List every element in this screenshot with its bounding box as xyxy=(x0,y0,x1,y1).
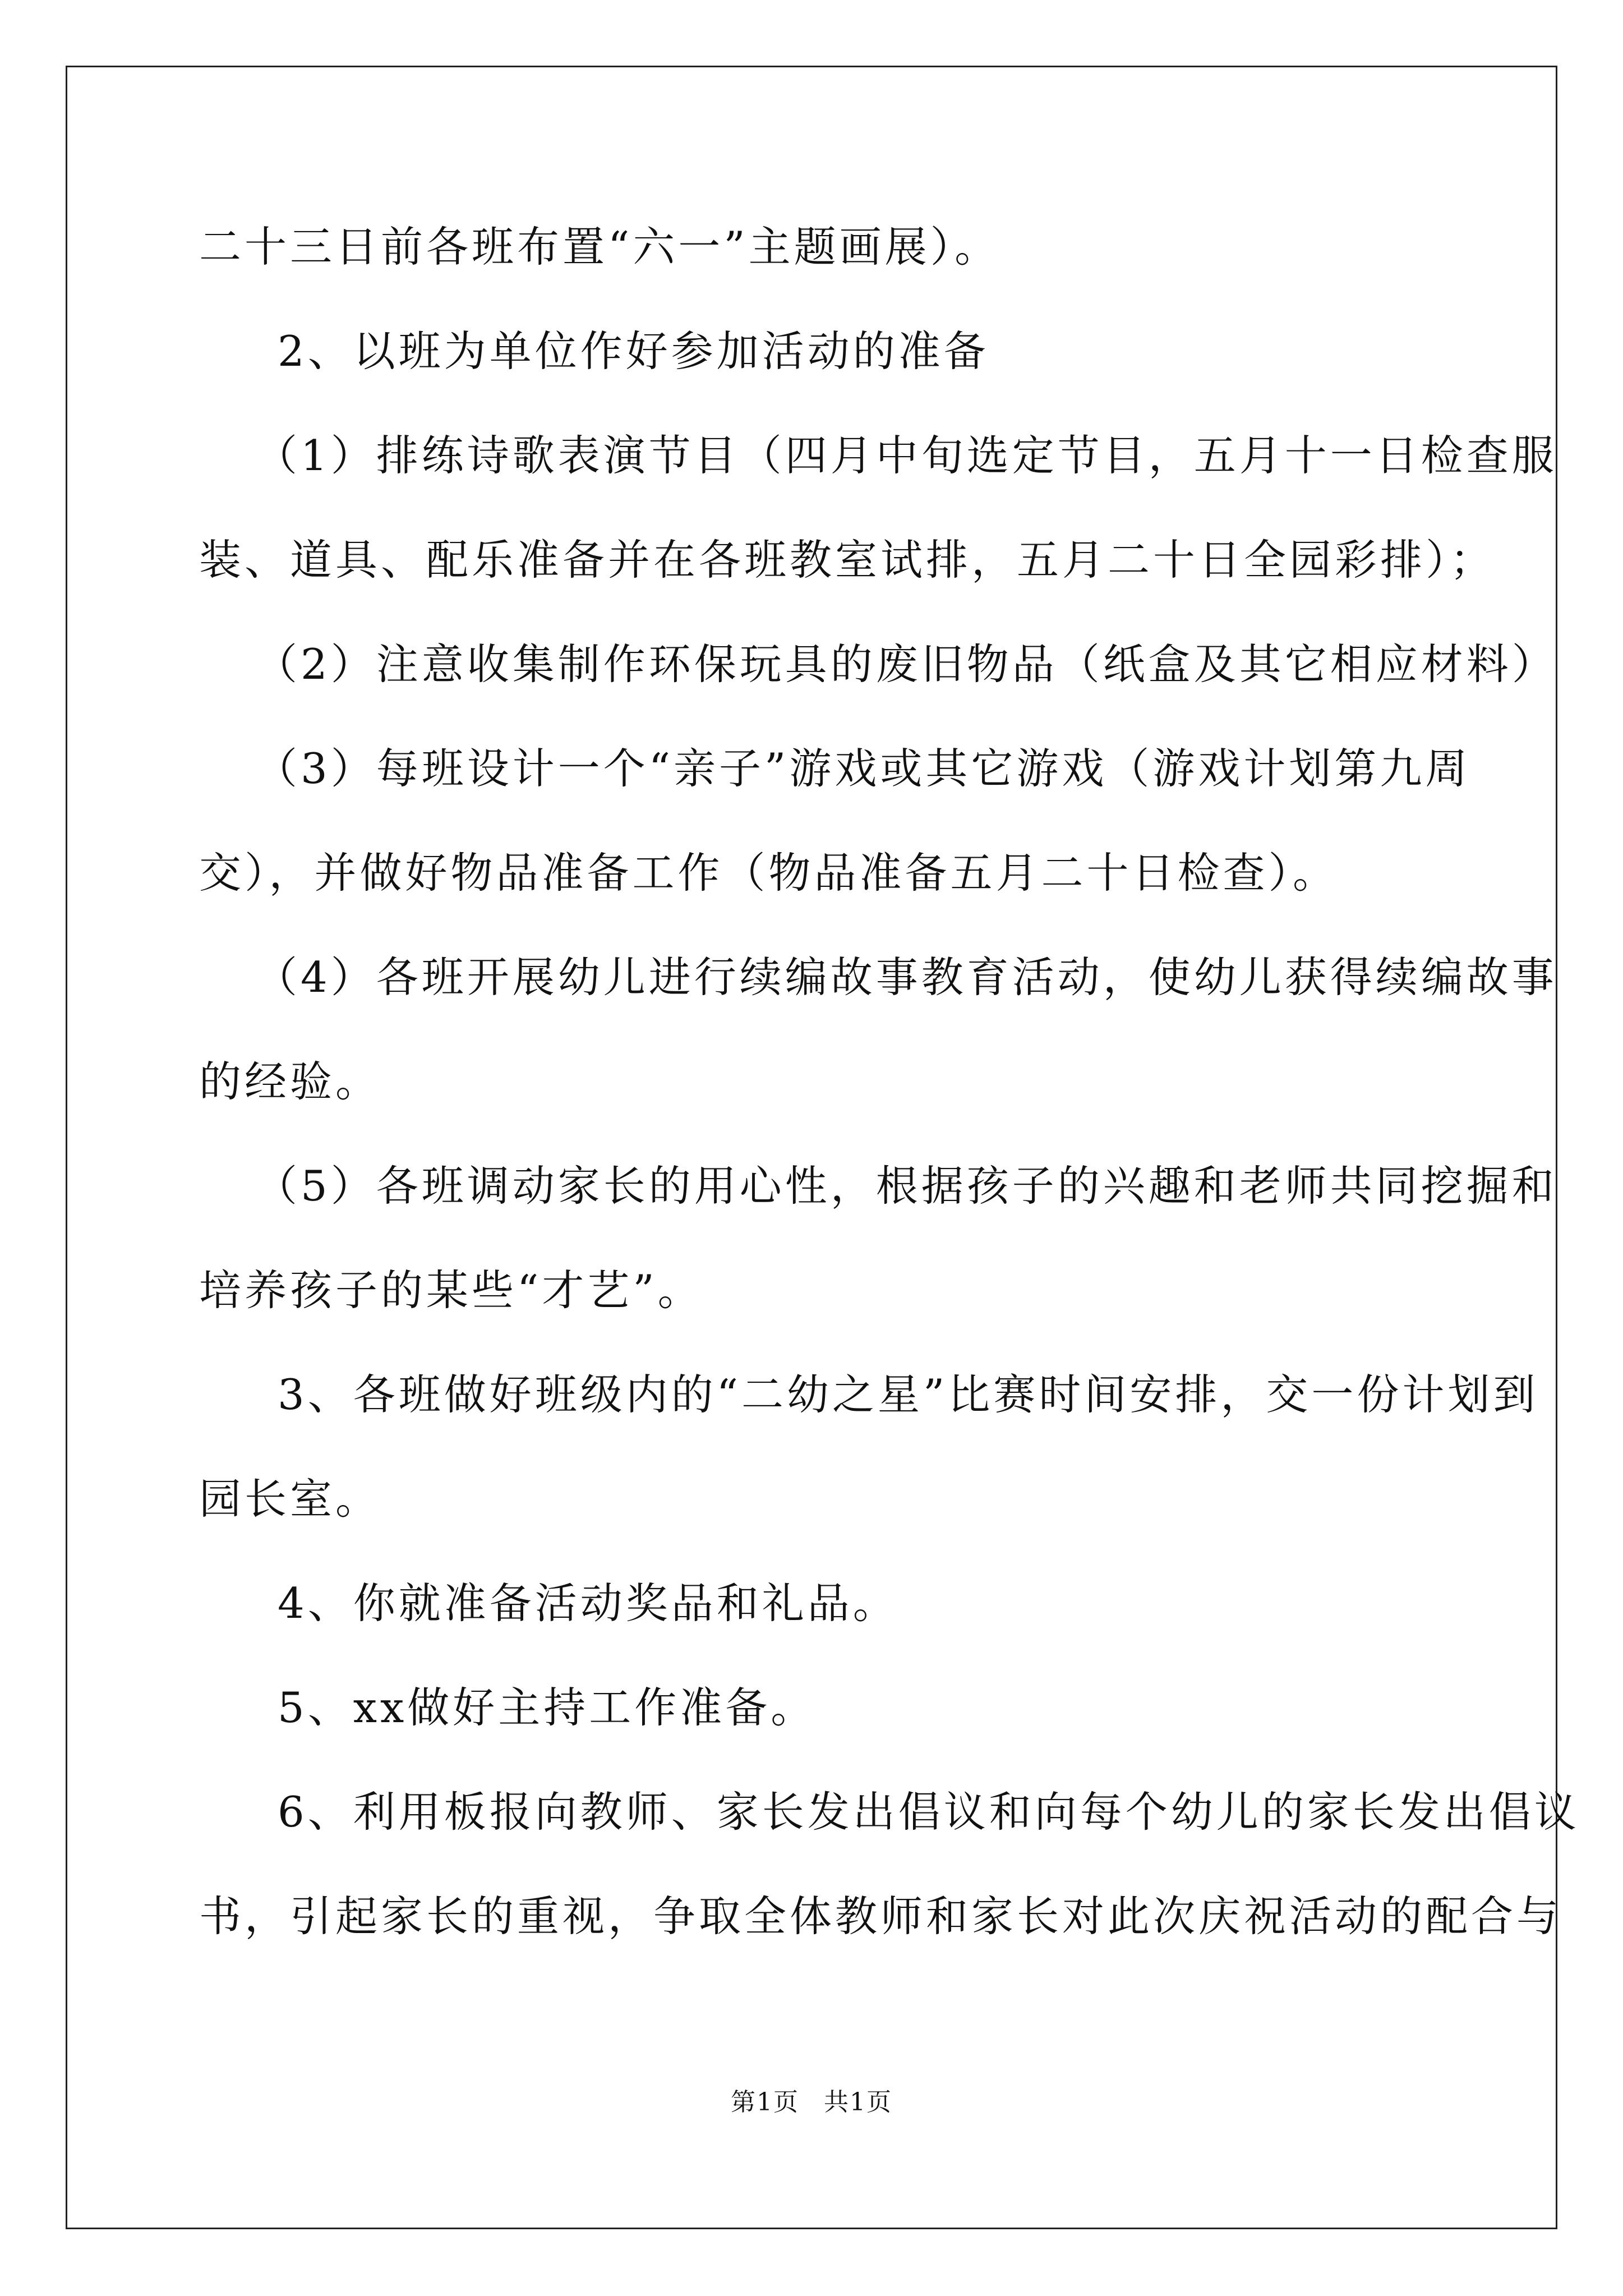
paragraph-line: （4）各班开展幼儿进行续编故事教育活动，使幼儿获得续编故事 xyxy=(255,953,1557,1002)
paragraph-line: 装、道具、配乐准备并在各班教室试排，五月二十日全园彩排）； xyxy=(199,535,1496,585)
paragraph-line: 6、利用板报向教师、家长发出倡议和向每个幼儿的家长发出倡议 xyxy=(278,1787,1580,1837)
page-number: 第1页 xyxy=(731,2088,799,2116)
paragraph-line: （2）注意收集制作环保玩具的废旧物品（纸盒及其它相应材料） xyxy=(255,639,1557,689)
paragraph-line: 园长室。 xyxy=(199,1474,381,1524)
paragraph-line: 交），并做好物品准备工作（物品准备五月二十日检查）。 xyxy=(199,848,1339,898)
page-footer xyxy=(0,2086,1623,2119)
paragraph-line: 二十三日前各班布置“六一”主题画展）。 xyxy=(199,222,1000,272)
paragraph-line: 2、以班为单位作好参加活动的准备 xyxy=(278,326,989,376)
paragraph-line: 3、各班做好班级内的“二幼之星”比赛时间安排，交一份计划到 xyxy=(278,1370,1539,1419)
paragraph-line: 培养孩子的某些“才艺”。 xyxy=(199,1266,703,1315)
paragraph-line: 4、你就准备活动奖品和礼品。 xyxy=(278,1579,898,1628)
paragraph-line: （5）各班调动家长的用心性，根据孩子的兴趣和老师共同挖掘和 xyxy=(255,1161,1557,1211)
paragraph-line: 的经验。 xyxy=(199,1057,381,1106)
paragraph-line: （3）每班设计一个“亲子”游戏或其它游戏（游戏计划第九周 xyxy=(255,744,1471,793)
paragraph-line: 书，引起家长的重视，争取全体教师和家长对此次庆祝活动的配合与 xyxy=(199,1892,1562,1941)
page-total: 共1页 xyxy=(824,2088,892,2116)
paragraph-line: 5、xx做好主持工作准备。 xyxy=(278,1683,817,1732)
paragraph-line: （1）排练诗歌表演节目（四月中旬选定节目，五月十一日检查服 xyxy=(255,431,1557,480)
